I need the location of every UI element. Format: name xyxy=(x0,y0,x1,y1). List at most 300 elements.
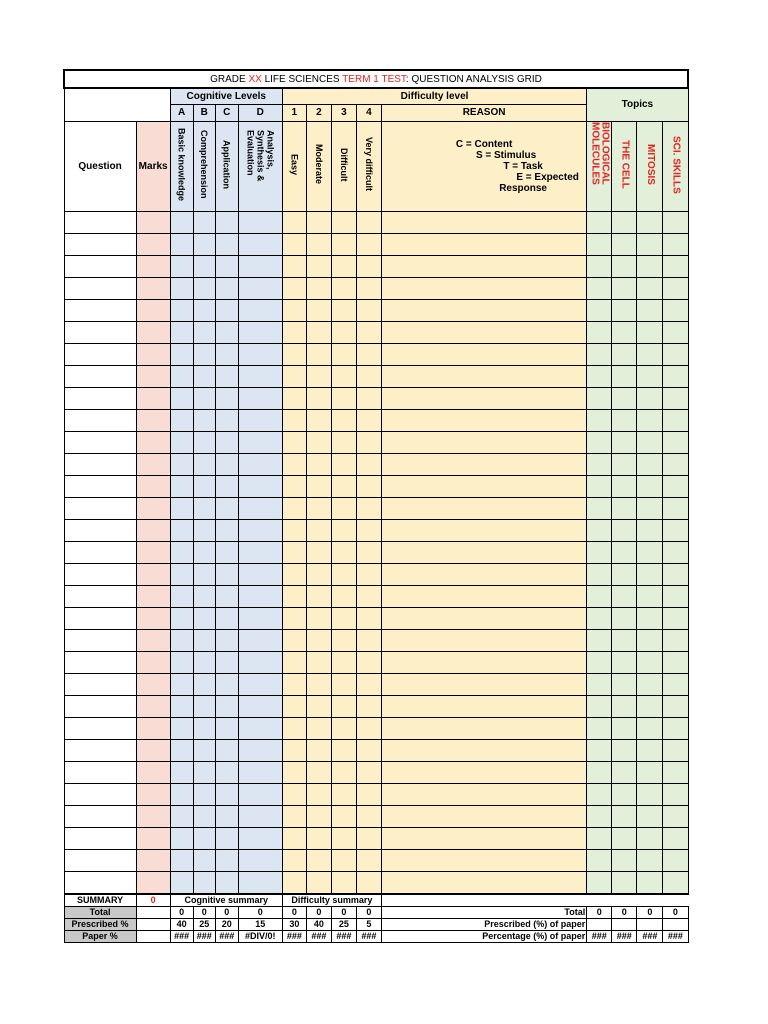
grid-cell[interactable] xyxy=(612,871,637,894)
grid-cell[interactable] xyxy=(663,849,688,871)
grid-cell[interactable] xyxy=(170,717,193,739)
grid-cell[interactable] xyxy=(170,321,193,343)
grid-cell[interactable] xyxy=(215,585,238,607)
grid-cell[interactable] xyxy=(381,651,586,673)
grid-cell[interactable] xyxy=(612,343,637,365)
grid-cell[interactable] xyxy=(381,629,586,651)
question-cell[interactable] xyxy=(64,277,136,299)
grid-cell[interactable] xyxy=(238,431,282,453)
grid-cell[interactable] xyxy=(612,519,637,541)
grid-cell[interactable] xyxy=(356,453,381,475)
question-cell[interactable] xyxy=(64,409,136,431)
grid-cell[interactable] xyxy=(663,651,688,673)
grid-cell[interactable] xyxy=(381,431,586,453)
grid-cell[interactable] xyxy=(306,409,331,431)
grid-cell[interactable] xyxy=(356,607,381,629)
grid-cell[interactable] xyxy=(381,277,586,299)
question-cell[interactable] xyxy=(64,453,136,475)
grid-cell[interactable] xyxy=(612,299,637,321)
grid-cell[interactable] xyxy=(587,563,612,585)
grid-cell[interactable] xyxy=(238,629,282,651)
grid-cell[interactable] xyxy=(193,365,215,387)
grid-cell[interactable] xyxy=(381,761,586,783)
grid-cell[interactable] xyxy=(170,805,193,827)
grid-cell[interactable] xyxy=(612,321,637,343)
grid-cell[interactable] xyxy=(381,255,586,277)
grid-cell[interactable] xyxy=(587,475,612,497)
question-cell[interactable] xyxy=(64,365,136,387)
marks-cell[interactable] xyxy=(136,277,170,299)
grid-cell[interactable] xyxy=(663,497,688,519)
grid-cell[interactable] xyxy=(170,607,193,629)
grid-cell[interactable] xyxy=(170,783,193,805)
grid-cell[interactable] xyxy=(331,761,356,783)
grid-cell[interactable] xyxy=(356,321,381,343)
grid-cell[interactable] xyxy=(193,563,215,585)
grid-cell[interactable] xyxy=(381,871,586,894)
grid-cell[interactable] xyxy=(238,277,282,299)
grid-cell[interactable] xyxy=(306,695,331,717)
grid-cell[interactable] xyxy=(663,365,688,387)
grid-cell[interactable] xyxy=(215,871,238,894)
grid-cell[interactable] xyxy=(193,277,215,299)
grid-cell[interactable] xyxy=(238,541,282,563)
grid-cell[interactable] xyxy=(587,871,612,894)
marks-cell[interactable] xyxy=(136,563,170,585)
grid-cell[interactable] xyxy=(663,739,688,761)
grid-cell[interactable] xyxy=(587,365,612,387)
grid-cell[interactable] xyxy=(282,563,306,585)
grid-cell[interactable] xyxy=(306,299,331,321)
grid-cell[interactable] xyxy=(381,783,586,805)
grid-cell[interactable] xyxy=(215,497,238,519)
grid-cell[interactable] xyxy=(238,211,282,233)
grid-cell[interactable] xyxy=(238,519,282,541)
marks-cell[interactable] xyxy=(136,871,170,894)
grid-cell[interactable] xyxy=(381,849,586,871)
grid-cell[interactable] xyxy=(282,629,306,651)
grid-cell[interactable] xyxy=(170,365,193,387)
grid-cell[interactable] xyxy=(170,629,193,651)
grid-cell[interactable] xyxy=(356,805,381,827)
marks-cell[interactable] xyxy=(136,783,170,805)
grid-cell[interactable] xyxy=(331,849,356,871)
grid-cell[interactable] xyxy=(637,629,663,651)
marks-cell[interactable] xyxy=(136,717,170,739)
grid-cell[interactable] xyxy=(193,211,215,233)
grid-cell[interactable] xyxy=(282,277,306,299)
grid-cell[interactable] xyxy=(356,409,381,431)
grid-cell[interactable] xyxy=(637,695,663,717)
grid-cell[interactable] xyxy=(663,805,688,827)
grid-cell[interactable] xyxy=(637,563,663,585)
marks-cell[interactable] xyxy=(136,629,170,651)
grid-cell[interactable] xyxy=(331,783,356,805)
grid-cell[interactable] xyxy=(215,431,238,453)
marks-cell[interactable] xyxy=(136,321,170,343)
grid-cell[interactable] xyxy=(612,673,637,695)
grid-cell[interactable] xyxy=(331,255,356,277)
grid-cell[interactable] xyxy=(193,453,215,475)
grid-cell[interactable] xyxy=(238,563,282,585)
grid-cell[interactable] xyxy=(282,541,306,563)
grid-cell[interactable] xyxy=(215,849,238,871)
question-cell[interactable] xyxy=(64,497,136,519)
grid-cell[interactable] xyxy=(381,541,586,563)
marks-cell[interactable] xyxy=(136,519,170,541)
grid-cell[interactable] xyxy=(663,299,688,321)
grid-cell[interactable] xyxy=(306,541,331,563)
grid-cell[interactable] xyxy=(331,651,356,673)
grid-cell[interactable] xyxy=(215,805,238,827)
grid-cell[interactable] xyxy=(612,739,637,761)
grid-cell[interactable] xyxy=(663,277,688,299)
question-cell[interactable] xyxy=(64,431,136,453)
grid-cell[interactable] xyxy=(587,849,612,871)
grid-cell[interactable] xyxy=(331,299,356,321)
grid-cell[interactable] xyxy=(215,277,238,299)
grid-cell[interactable] xyxy=(193,783,215,805)
grid-cell[interactable] xyxy=(306,717,331,739)
grid-cell[interactable] xyxy=(282,365,306,387)
grid-cell[interactable] xyxy=(637,585,663,607)
grid-cell[interactable] xyxy=(637,673,663,695)
grid-cell[interactable] xyxy=(193,739,215,761)
grid-cell[interactable] xyxy=(356,629,381,651)
grid-cell[interactable] xyxy=(215,541,238,563)
grid-cell[interactable] xyxy=(612,651,637,673)
grid-cell[interactable] xyxy=(331,871,356,894)
grid-cell[interactable] xyxy=(170,563,193,585)
grid-cell[interactable] xyxy=(193,475,215,497)
grid-cell[interactable] xyxy=(587,651,612,673)
grid-cell[interactable] xyxy=(356,211,381,233)
grid-cell[interactable] xyxy=(215,453,238,475)
marks-cell[interactable] xyxy=(136,607,170,629)
grid-cell[interactable] xyxy=(238,673,282,695)
grid-cell[interactable] xyxy=(356,849,381,871)
grid-cell[interactable] xyxy=(170,453,193,475)
grid-cell[interactable] xyxy=(356,431,381,453)
grid-cell[interactable] xyxy=(282,585,306,607)
grid-cell[interactable] xyxy=(238,849,282,871)
grid-cell[interactable] xyxy=(381,673,586,695)
grid-cell[interactable] xyxy=(238,497,282,519)
grid-cell[interactable] xyxy=(306,233,331,255)
grid-cell[interactable] xyxy=(612,827,637,849)
grid-cell[interactable] xyxy=(170,277,193,299)
grid-cell[interactable] xyxy=(170,761,193,783)
question-cell[interactable] xyxy=(64,475,136,497)
question-cell[interactable] xyxy=(64,783,136,805)
grid-cell[interactable] xyxy=(282,673,306,695)
grid-cell[interactable] xyxy=(282,387,306,409)
grid-cell[interactable] xyxy=(331,211,356,233)
grid-cell[interactable] xyxy=(587,585,612,607)
marks-cell[interactable] xyxy=(136,497,170,519)
grid-cell[interactable] xyxy=(238,805,282,827)
grid-cell[interactable] xyxy=(637,475,663,497)
grid-cell[interactable] xyxy=(306,827,331,849)
grid-cell[interactable] xyxy=(193,585,215,607)
grid-cell[interactable] xyxy=(381,607,586,629)
grid-cell[interactable] xyxy=(356,497,381,519)
grid-cell[interactable] xyxy=(170,519,193,541)
grid-cell[interactable] xyxy=(282,805,306,827)
grid-cell[interactable] xyxy=(612,849,637,871)
grid-cell[interactable] xyxy=(238,871,282,894)
grid-cell[interactable] xyxy=(612,607,637,629)
grid-cell[interactable] xyxy=(663,673,688,695)
grid-cell[interactable] xyxy=(306,453,331,475)
question-cell[interactable] xyxy=(64,563,136,585)
grid-cell[interactable] xyxy=(193,387,215,409)
grid-cell[interactable] xyxy=(282,871,306,894)
grid-cell[interactable] xyxy=(193,651,215,673)
grid-cell[interactable] xyxy=(331,695,356,717)
grid-cell[interactable] xyxy=(637,739,663,761)
grid-cell[interactable] xyxy=(612,629,637,651)
grid-cell[interactable] xyxy=(663,585,688,607)
question-cell[interactable] xyxy=(64,541,136,563)
grid-cell[interactable] xyxy=(193,827,215,849)
marks-cell[interactable] xyxy=(136,387,170,409)
grid-cell[interactable] xyxy=(306,497,331,519)
grid-cell[interactable] xyxy=(238,233,282,255)
grid-cell[interactable] xyxy=(215,629,238,651)
grid-cell[interactable] xyxy=(663,475,688,497)
grid-cell[interactable] xyxy=(637,211,663,233)
grid-cell[interactable] xyxy=(170,541,193,563)
grid-cell[interactable] xyxy=(587,541,612,563)
grid-cell[interactable] xyxy=(587,673,612,695)
grid-cell[interactable] xyxy=(170,233,193,255)
grid-cell[interactable] xyxy=(663,255,688,277)
grid-cell[interactable] xyxy=(170,827,193,849)
grid-cell[interactable] xyxy=(331,585,356,607)
grid-cell[interactable] xyxy=(306,277,331,299)
marks-cell[interactable] xyxy=(136,585,170,607)
grid-cell[interactable] xyxy=(612,475,637,497)
grid-cell[interactable] xyxy=(637,233,663,255)
grid-cell[interactable] xyxy=(282,453,306,475)
question-cell[interactable] xyxy=(64,739,136,761)
grid-cell[interactable] xyxy=(331,343,356,365)
grid-cell[interactable] xyxy=(637,255,663,277)
marks-cell[interactable] xyxy=(136,695,170,717)
grid-cell[interactable] xyxy=(612,409,637,431)
grid-cell[interactable] xyxy=(238,827,282,849)
grid-cell[interactable] xyxy=(193,607,215,629)
grid-cell[interactable] xyxy=(238,453,282,475)
grid-cell[interactable] xyxy=(238,783,282,805)
grid-cell[interactable] xyxy=(215,827,238,849)
grid-cell[interactable] xyxy=(215,607,238,629)
grid-cell[interactable] xyxy=(282,519,306,541)
grid-cell[interactable] xyxy=(215,321,238,343)
grid-cell[interactable] xyxy=(612,431,637,453)
grid-cell[interactable] xyxy=(215,409,238,431)
question-cell[interactable] xyxy=(64,761,136,783)
grid-cell[interactable] xyxy=(663,211,688,233)
grid-cell[interactable] xyxy=(612,387,637,409)
grid-cell[interactable] xyxy=(356,233,381,255)
grid-cell[interactable] xyxy=(663,519,688,541)
grid-cell[interactable] xyxy=(331,827,356,849)
grid-cell[interactable] xyxy=(282,717,306,739)
grid-cell[interactable] xyxy=(306,739,331,761)
grid-cell[interactable] xyxy=(587,299,612,321)
marks-cell[interactable] xyxy=(136,233,170,255)
grid-cell[interactable] xyxy=(587,607,612,629)
grid-cell[interactable] xyxy=(238,607,282,629)
grid-cell[interactable] xyxy=(215,211,238,233)
grid-cell[interactable] xyxy=(612,453,637,475)
grid-cell[interactable] xyxy=(381,695,586,717)
grid-cell[interactable] xyxy=(356,827,381,849)
grid-cell[interactable] xyxy=(238,299,282,321)
grid-cell[interactable] xyxy=(282,607,306,629)
marks-cell[interactable] xyxy=(136,343,170,365)
grid-cell[interactable] xyxy=(637,409,663,431)
grid-cell[interactable] xyxy=(306,651,331,673)
grid-cell[interactable] xyxy=(238,387,282,409)
grid-cell[interactable] xyxy=(381,805,586,827)
marks-cell[interactable] xyxy=(136,673,170,695)
grid-cell[interactable] xyxy=(356,651,381,673)
grid-cell[interactable] xyxy=(193,717,215,739)
grid-cell[interactable] xyxy=(381,321,586,343)
marks-cell[interactable] xyxy=(136,849,170,871)
grid-cell[interactable] xyxy=(282,783,306,805)
grid-cell[interactable] xyxy=(170,409,193,431)
grid-cell[interactable] xyxy=(663,233,688,255)
grid-cell[interactable] xyxy=(612,695,637,717)
grid-cell[interactable] xyxy=(282,651,306,673)
grid-cell[interactable] xyxy=(306,475,331,497)
grid-cell[interactable] xyxy=(356,365,381,387)
grid-cell[interactable] xyxy=(238,255,282,277)
grid-cell[interactable] xyxy=(170,871,193,894)
grid-cell[interactable] xyxy=(637,321,663,343)
marks-cell[interactable] xyxy=(136,365,170,387)
grid-cell[interactable] xyxy=(331,563,356,585)
grid-cell[interactable] xyxy=(587,211,612,233)
grid-cell[interactable] xyxy=(612,211,637,233)
grid-cell[interactable] xyxy=(663,431,688,453)
grid-cell[interactable] xyxy=(170,299,193,321)
grid-cell[interactable] xyxy=(306,387,331,409)
grid-cell[interactable] xyxy=(238,651,282,673)
grid-cell[interactable] xyxy=(215,233,238,255)
grid-cell[interactable] xyxy=(587,497,612,519)
grid-cell[interactable] xyxy=(381,299,586,321)
grid-cell[interactable] xyxy=(170,475,193,497)
grid-cell[interactable] xyxy=(381,343,586,365)
grid-cell[interactable] xyxy=(170,255,193,277)
question-cell[interactable] xyxy=(64,805,136,827)
grid-cell[interactable] xyxy=(331,717,356,739)
grid-cell[interactable] xyxy=(663,387,688,409)
grid-cell[interactable] xyxy=(637,849,663,871)
question-cell[interactable] xyxy=(64,871,136,894)
grid-cell[interactable] xyxy=(193,541,215,563)
grid-cell[interactable] xyxy=(381,233,586,255)
grid-cell[interactable] xyxy=(215,717,238,739)
grid-cell[interactable] xyxy=(306,585,331,607)
grid-cell[interactable] xyxy=(381,387,586,409)
grid-cell[interactable] xyxy=(356,717,381,739)
grid-cell[interactable] xyxy=(215,651,238,673)
grid-cell[interactable] xyxy=(587,695,612,717)
grid-cell[interactable] xyxy=(587,827,612,849)
grid-cell[interactable] xyxy=(587,519,612,541)
question-cell[interactable] xyxy=(64,629,136,651)
grid-cell[interactable] xyxy=(381,475,586,497)
grid-cell[interactable] xyxy=(193,871,215,894)
marks-cell[interactable] xyxy=(136,761,170,783)
grid-cell[interactable] xyxy=(282,321,306,343)
grid-cell[interactable] xyxy=(170,739,193,761)
grid-cell[interactable] xyxy=(282,299,306,321)
grid-cell[interactable] xyxy=(381,739,586,761)
grid-cell[interactable] xyxy=(331,387,356,409)
grid-cell[interactable] xyxy=(238,585,282,607)
grid-cell[interactable] xyxy=(637,761,663,783)
grid-cell[interactable] xyxy=(193,409,215,431)
grid-cell[interactable] xyxy=(282,343,306,365)
grid-cell[interactable] xyxy=(193,233,215,255)
grid-cell[interactable] xyxy=(193,299,215,321)
question-cell[interactable] xyxy=(64,255,136,277)
grid-cell[interactable] xyxy=(193,629,215,651)
grid-cell[interactable] xyxy=(306,365,331,387)
grid-cell[interactable] xyxy=(306,519,331,541)
grid-cell[interactable] xyxy=(331,739,356,761)
grid-cell[interactable] xyxy=(170,387,193,409)
grid-cell[interactable] xyxy=(193,849,215,871)
grid-cell[interactable] xyxy=(587,739,612,761)
grid-cell[interactable] xyxy=(215,255,238,277)
grid-cell[interactable] xyxy=(356,277,381,299)
grid-cell[interactable] xyxy=(356,541,381,563)
grid-cell[interactable] xyxy=(356,343,381,365)
grid-cell[interactable] xyxy=(215,475,238,497)
grid-cell[interactable] xyxy=(282,497,306,519)
grid-cell[interactable] xyxy=(331,321,356,343)
grid-cell[interactable] xyxy=(637,607,663,629)
grid-cell[interactable] xyxy=(637,497,663,519)
grid-cell[interactable] xyxy=(663,541,688,563)
grid-cell[interactable] xyxy=(331,497,356,519)
marks-cell[interactable] xyxy=(136,541,170,563)
grid-cell[interactable] xyxy=(637,541,663,563)
marks-cell[interactable] xyxy=(136,211,170,233)
grid-cell[interactable] xyxy=(306,871,331,894)
grid-cell[interactable] xyxy=(587,255,612,277)
grid-cell[interactable] xyxy=(637,299,663,321)
grid-cell[interactable] xyxy=(282,255,306,277)
grid-cell[interactable] xyxy=(663,453,688,475)
grid-cell[interactable] xyxy=(193,255,215,277)
grid-cell[interactable] xyxy=(381,827,586,849)
grid-cell[interactable] xyxy=(331,629,356,651)
grid-cell[interactable] xyxy=(306,211,331,233)
grid-cell[interactable] xyxy=(356,871,381,894)
grid-cell[interactable] xyxy=(170,497,193,519)
grid-cell[interactable] xyxy=(215,299,238,321)
grid-cell[interactable] xyxy=(238,321,282,343)
